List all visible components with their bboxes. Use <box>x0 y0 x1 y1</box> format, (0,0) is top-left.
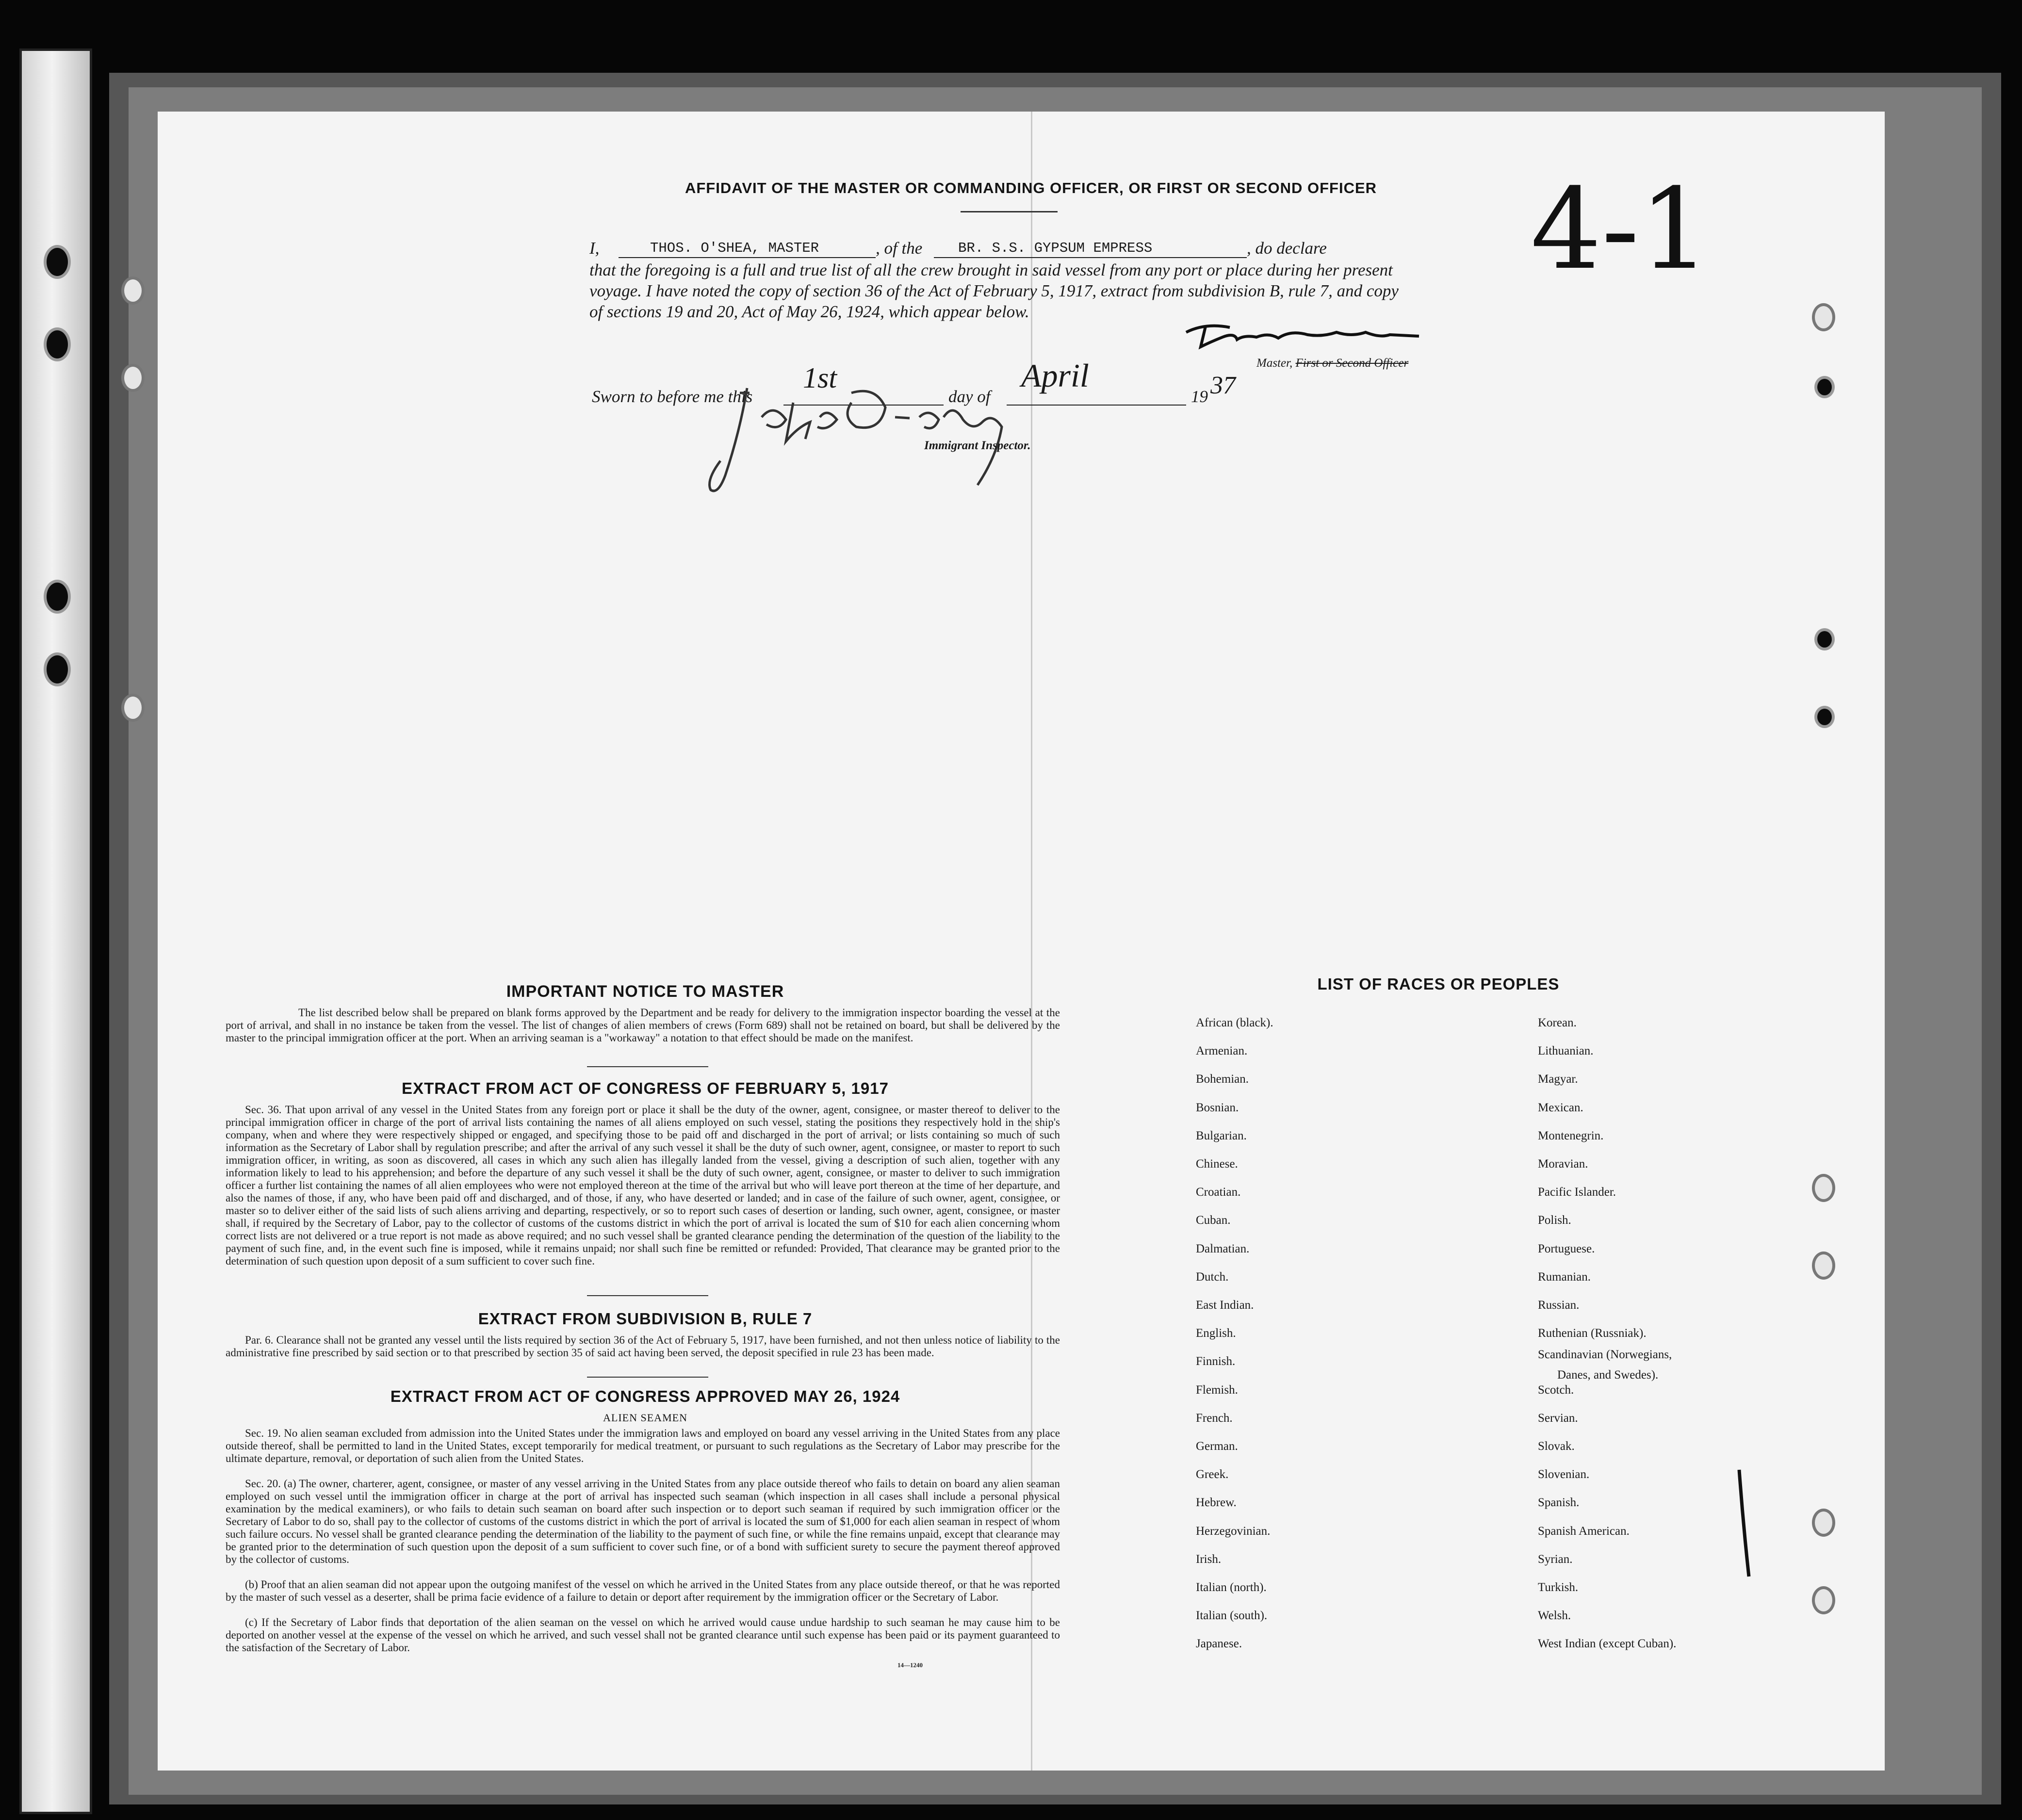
margin-annotation: 4-1 <box>1531 165 1711 294</box>
race-item: Spanish American. <box>1538 1524 1630 1538</box>
race-item: Rumanian. <box>1538 1270 1591 1284</box>
day-of-label: day of <box>948 387 991 406</box>
ring-hole <box>1812 1509 1835 1537</box>
race-item: West Indian (except Cuban). <box>1538 1637 1677 1651</box>
form-number: 14—1240 <box>897 1661 923 1669</box>
ring-hole <box>1812 303 1835 331</box>
race-item: Dalmatian. <box>1196 1242 1250 1255</box>
year-suffix: 37 <box>1210 372 1236 399</box>
race-item: Spanish. <box>1538 1496 1580 1510</box>
extract-1924-sec20c: (c) If the Secretary of Labor finds that deportation of the alien seaman on the vessel on which he arrived would cause undue hardship to such seaman he may cause him to be deported on another vessel at the expense of the vessel on which he arrived, and such vessel shall not be granted clearance until such expense has been paid or its payment guaranteed to the satisfaction of the Secretary of Labor. <box>226 1616 1060 1654</box>
ring-hole <box>1812 1251 1835 1280</box>
punch-hole <box>44 327 71 361</box>
officer-caption-master: Master, <box>1256 357 1293 370</box>
punch-hole <box>44 652 71 686</box>
extract-1924-title: EXTRACT FROM ACT OF CONGRESS APPROVED MAY 26, 1924 <box>390 1387 900 1405</box>
race-item: Italian (south). <box>1196 1609 1268 1623</box>
race-item: Russian. <box>1538 1299 1580 1312</box>
race-item: Dutch. <box>1196 1270 1229 1284</box>
extract-1924-sec20a: Sec. 20. (a) The owner, charterer, agent, consignee, or master of any vessel arriving in the United States from any place outside thereof who fails to detain on board any alien seaman employed on such vessel until the immigration officer in charge at the port of arrival has inspected such seaman (which inspection in all cases shall include a personal physical examination by the medical examiners), or who fails to detain such seaman on board after such inspection or to deport such seaman if required by such immigration officer or the Secretary of Labor to do so, shall pay to the collector of customs of the customs district in which the port of arrival is located the sum of $1,000 for each alien seaman in respect of whom such failure occurs. No vessel shall be granted clearance pending the determination of the liability to the payment of such fine, or while the fine remains unpaid, except that clearance may be granted prior to the determination of such question upon the deposit of a sum sufficient to cover such fine, or of a bond with sufficient surety to secure the payment thereof approved by the collector of customs. <box>226 1478 1060 1565</box>
affidavit-title: AFFIDAVIT OF THE MASTER OR COMMANDING OFFICER, OR FIRST OR SECOND OFFICER <box>685 179 1377 196</box>
race-item: Japanese. <box>1196 1637 1242 1651</box>
race-item: Herzegovinian. <box>1196 1524 1271 1538</box>
extract-1924-sec19: Sec. 19. No alien seaman excluded from admission into the United States under the immigration laws and employed on board any vessel arriving in the United States from any place outside thereof, shall be permitted to land in the United States, except temporarily for medical treatment, or pursuant to such regulations as the Secretary of Labor may prescribe for the ultimate departure, removal, or deportation of such alien from the United States. <box>226 1427 1060 1464</box>
race-item: Bulgarian. <box>1196 1129 1247 1142</box>
race-item: Pacific Islander. <box>1538 1186 1616 1199</box>
punch-hole <box>44 245 71 279</box>
race-item: Lithuanian. <box>1538 1044 1594 1058</box>
declaration-pronoun: I, <box>589 239 600 258</box>
declare-label: , do declare <box>1247 239 1327 258</box>
races-title: LIST OF RACES OR PEOPLES <box>1317 975 1560 993</box>
section-rule <box>587 1377 708 1378</box>
sworn-month: April <box>1021 357 1089 394</box>
race-item: African (black). <box>1196 1016 1273 1029</box>
race-item: Portuguese. <box>1538 1242 1595 1255</box>
race-item: Slovak. <box>1538 1440 1575 1453</box>
race-item: Moravian. <box>1538 1157 1588 1170</box>
ring-hole <box>121 276 145 305</box>
race-item: Mexican. <box>1538 1101 1583 1114</box>
year-prefix: 19 <box>1191 387 1208 406</box>
race-item: Montenegrin. <box>1538 1129 1604 1142</box>
race-item: Scotch. <box>1538 1383 1574 1397</box>
sworn-label: Sworn to before me this <box>592 387 753 406</box>
binder-strip <box>19 49 92 1814</box>
race-item: Ruthenian (Russniak). <box>1538 1327 1647 1340</box>
inspector-caption: Immigrant Inspector. <box>924 439 1031 452</box>
officer-caption-struck: First or Second Officer <box>1295 357 1409 370</box>
race-item: Turkish. <box>1538 1581 1579 1594</box>
punch-hole <box>1814 628 1835 650</box>
race-item: English. <box>1196 1327 1236 1340</box>
affidavit-page <box>158 112 1885 1771</box>
punch-hole <box>1814 376 1835 398</box>
race-item: Chinese. <box>1196 1157 1238 1170</box>
ring-hole <box>121 364 145 392</box>
race-item: Italian (north). <box>1196 1581 1267 1594</box>
extract-1924-subtitle: ALIEN SEAMEN <box>603 1412 687 1424</box>
declaration-line-4: of sections 19 and 20, Act of May 26, 1924, which appear below. <box>589 302 1029 321</box>
race-item: East Indian. <box>1196 1299 1254 1312</box>
ring-hole <box>1812 1586 1835 1614</box>
ring-hole <box>1812 1174 1835 1202</box>
race-item: Armenian. <box>1196 1044 1248 1058</box>
extract-1917-body: Sec. 36. That upon arrival of any vessel in the United States from any foreign port or place it shall be the duty of the owner, agent, consignee, or master thereof to deliver to the principal immigration officer in charge of the port of arrival lists containing the names of all aliens employed on such vessel, stating the positions they respectively hold in the ship's company, when and where they were respectively shipped or engaged, and specifying those to be paid off and discharged in the port of arrival; or lists containing so much of such information as the Secretary of Labor shall by regulation prescribe; and after the arrival of any such vessel it shall be the duty of such owner, agent, consignee, or master to report to such immigration officer, in writing, as soon as discovered, all cases in which any such alien has illegally landed from the vessel, giving a description of such alien, together with any information likely to lead to his apprehension; and before the departure of any such vessel it shall be the duty of such owner, agent, consignee, or master to deliver to such immigration officer a further list containing the names of all alien employees who were not employed thereon at the time of the arrival but who will leave port thereon at the time of her departure, and also the names of those, if any, who have been paid off and discharged, and of those, if any, who have deserted or landed; and in case of the failure of such owner, agent, consignee, or master so to deliver either of the said lists of such aliens arriving and departing, respectively, or so to report such cases of desertion or landing, such owner, agent, consignee, or master shall, if required by the Secretary of Labor, pay to the collector of customs of the customs district in which the port of arrival is located the sum of $10 for each alien concerning whom correct lists are not delivered or a true report is not made as above required; and no such vessel shall be granted clearance pending the determination of the question of the liability to the payment of such fine, and, in the event such fine is imposed, while it remains unpaid; nor shall such fine be remitted or refunded: Provided, That clearance may be granted prior to the determination of such question upon deposit of a sum sufficient to cover such fine. <box>226 1104 1060 1267</box>
race-item: French. <box>1196 1411 1233 1425</box>
punch-hole <box>44 580 71 614</box>
vessel-name: BR. S.S. GYPSUM EMPRESS <box>958 240 1153 256</box>
officer-caption <box>1256 357 1408 370</box>
race-item: German. <box>1196 1440 1238 1453</box>
ring-hole <box>121 694 145 722</box>
race-item: Bosnian. <box>1196 1101 1239 1114</box>
race-item: Croatian. <box>1196 1186 1241 1199</box>
extract-1924-sec20b: (b) Proof that an alien seaman did not appear upon the outgoing manifest of the vessel on which he arrived in the United States from any place outside thereof, or that he was reported by the master of such vessel as a deserter, shall be prima facie evidence of a failure to detain or deport after requirement by the immigration officer or the Secretary of Labor. <box>226 1578 1060 1603</box>
race-item: Danes, and Swedes). <box>1557 1368 1659 1382</box>
race-item: Korean. <box>1538 1016 1577 1029</box>
extract-rule7-title: EXTRACT FROM SUBDIVISION B, RULE 7 <box>478 1310 813 1328</box>
punch-hole <box>1814 706 1835 728</box>
race-item: Polish. <box>1538 1214 1571 1227</box>
section-rule <box>587 1066 708 1067</box>
extract-1917-title: EXTRACT FROM ACT OF CONGRESS OF FEBRUARY 5, 1917 <box>402 1079 889 1097</box>
race-item: Irish. <box>1196 1552 1222 1566</box>
notice-title: IMPORTANT NOTICE TO MASTER <box>506 982 784 1001</box>
race-item: Slovenian. <box>1538 1468 1590 1481</box>
race-item: Bohemian. <box>1196 1072 1249 1086</box>
notice-body: The list described below shall be prepared on blank forms approved by the Department and be ready for delivery to the immigration inspector boarding the vessel at the port of arrival, and shall in no instance be taken from the vessel. The list of changes of alien members of crews (Form 689) shall not be retained on board, but shall be delivered by the master to the principal immigration officer at the port. When an arriving seaman is a "workaway" a notation to that effect should be made on the manifest. <box>226 1007 1060 1044</box>
margin-tick <box>1729 1465 1759 1581</box>
section-rule <box>587 1295 708 1296</box>
race-item: Welsh. <box>1538 1609 1571 1623</box>
race-item: Flemish. <box>1196 1383 1238 1397</box>
race-item: Syrian. <box>1538 1552 1573 1566</box>
race-item: Finnish. <box>1196 1355 1236 1368</box>
declaration-line-2: that the foregoing is a full and true list of all the crew brought in said vessel from any port or place during her present <box>589 260 1393 279</box>
declaration-line-3: voyage. I have noted the copy of section 36 of the Act of February 5, 1917, extract from subdivision B, rule 7, and copy <box>589 281 1399 300</box>
sworn-day: 1st <box>803 362 837 394</box>
master-signature <box>1176 318 1429 357</box>
of-the-label: , of the <box>876 239 923 258</box>
race-item: Servian. <box>1538 1411 1578 1425</box>
extract-rule7-body: Par. 6. Clearance shall not be granted any vessel until the lists required by section 36 of the Act of February 5, 1917, have been furnished, and not then unless notice of liability to the administrative fine prescribed by said section or to that prescribed by section 35 of said act having been served, the deposit specified in rule 23 has been made. <box>226 1334 1060 1359</box>
master-name: THOS. O'SHEA, MASTER <box>650 240 819 256</box>
race-item: Greek. <box>1196 1468 1229 1481</box>
race-item: Scandinavian (Norwegians, <box>1538 1348 1672 1362</box>
race-item: Cuban. <box>1196 1214 1231 1227</box>
race-item: Hebrew. <box>1196 1496 1237 1510</box>
race-item: Magyar. <box>1538 1072 1578 1086</box>
title-rule <box>961 211 1058 212</box>
